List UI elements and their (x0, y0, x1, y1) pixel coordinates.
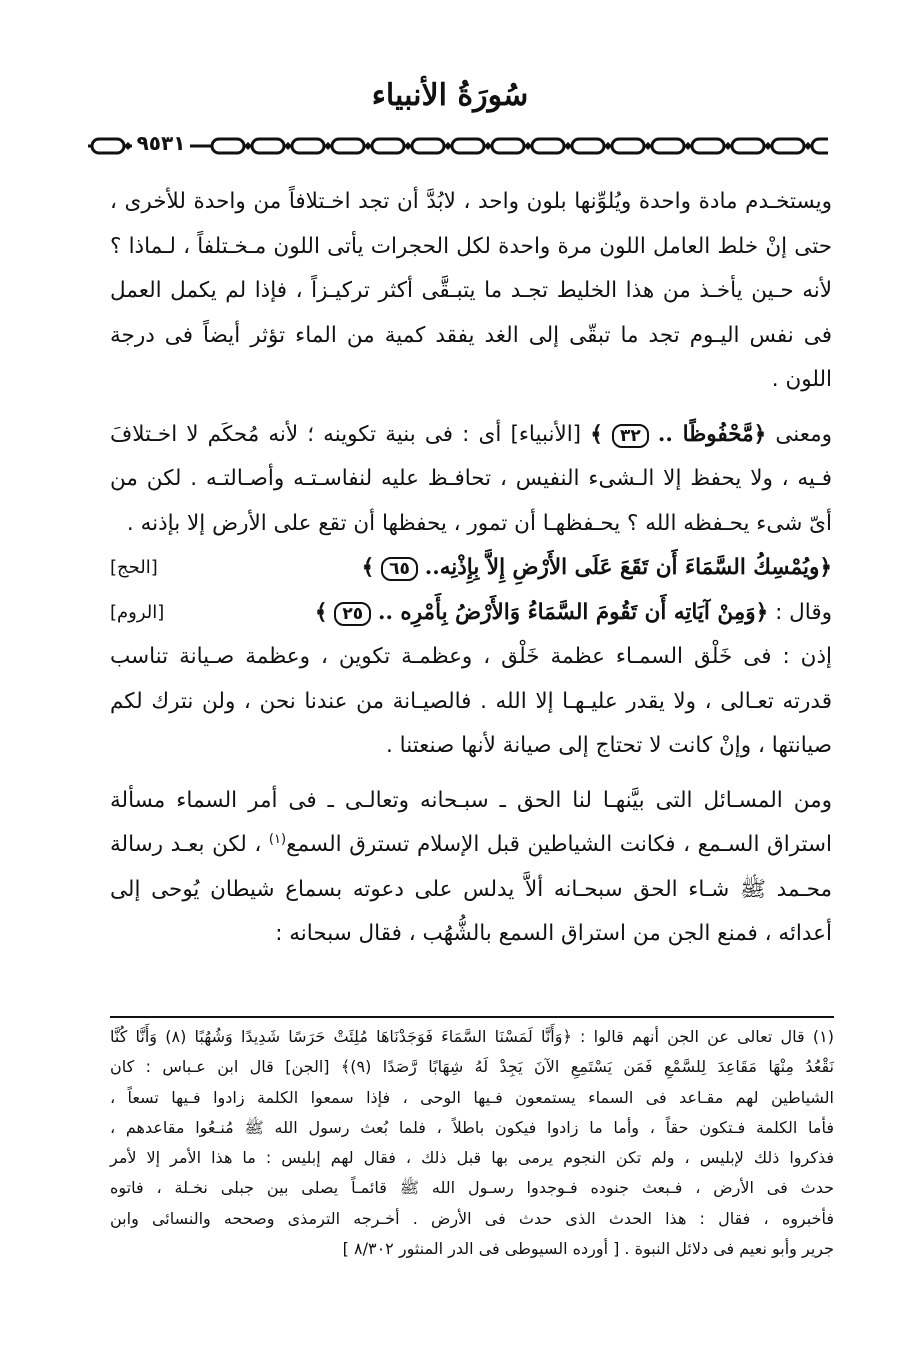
quran-verse-1 (110, 546, 832, 591)
paragraph-4-b: ، لكن بعـد رسالة محـمد ﷺ شـاء الحق سبحـانه ألاَّ يدلس على دعوته بسماع شيطان يُوحى إلى أعدائه ، فمنع الجن من استراق السمع بالشُّهُب ، فقال سبحانه : (110, 832, 832, 946)
ayah-number-marker: ٦٥ (381, 557, 418, 581)
quran-word: ﴿مَّحْفُوظًا .. (657, 421, 767, 447)
quran-close-bracket: ﴾ (314, 599, 328, 625)
footnote-marker: (١) (268, 831, 287, 847)
surah-reference: [الحج] (110, 557, 158, 578)
footnote-line: فذكروا ذلك لإبليس ، ولم تكن النجوم يرمى بها قبل ذلك ، فقال لهم إبليس : ما هذا الأمر إلا لأمر (110, 1148, 834, 1168)
quran-close-bracket: ﴾ (590, 421, 603, 447)
ayah-number-marker: ٣٢ (612, 424, 649, 448)
main-text (110, 180, 832, 957)
footnote-line: نَقْعُدُ مِنْهَا مَقَاعِدَ لِلسَّمْعِ فَمَن يَسْتَمِعِ الآنَ يَجِدْ لَهُ شِهَابًا رَّصَدًا (٩)﴾ [الجن] قال ابن عـباس : كان (110, 1057, 835, 1077)
footnote-line: (١) قال تعالى عن الجن أنهم قالوا : ﴿وَأَنَّا لَمَسْنَا السَّمَاءَ فَوَجَدْنَاهَا مُلِئَتْ حَرَسًا شَدِيدًا وَشُهُبًا (٨) وَأَنَّا كُنَّا (110, 1027, 835, 1046)
footnote-line: فأخبروه ، فقال : هذا الحدث الذى حدث فى الأرض . أخـرجه الترمذى وصححه والنسائى وابن (110, 1208, 834, 1228)
header-ornament-border (88, 135, 828, 157)
paragraph-2-intro: ومعنى (775, 421, 833, 447)
surah-title: سُورَةُ الأنبياء (371, 78, 529, 113)
footnote-line: فأما الكلمة فـتكون حقاً ، وأما ما زادوا فيكون باطلاً ، فلما بُعث رسول الله ﷺ مُنـعُوا مقاعدهم ، (110, 1117, 834, 1137)
paragraph-2 (110, 413, 832, 547)
paragraph-2-body: [الأنبياء] أى : فى بنية تكوينه ؛ لأنه مُحكَم لا اخـتلافَ فـيه ، ولا يحفظ إلا الـشىء النفيس ، تحافـظ عليه لنفاسـتـه وأصـالتـه . لكن من أىّ شىء يحـفظه الله ؟ يحـفظهـا أن تمور ، يحفظها أن تقع على الأرض إلا بإذنه . (110, 421, 832, 536)
paragraph-4 (110, 779, 832, 957)
paragraph-4-a: ومن المسـائل التى بيَّنهـا لنا الحق ـ سبـحانه وتعالـى ـ فى أمر السماء مسألة استراق السـمع ، فكانت الشياطين قبل الإسلام تسترق السمع (110, 787, 832, 857)
quran-verse-1-text: ﴿ويُمْسِكُ السَّمَاءَ أَن تَقَعَ عَلَى الأَرْضِ إِلاَّ بِإِذْنِه.. (424, 555, 832, 580)
footnote-separator (110, 1016, 834, 1018)
paragraph-3: إذن : فى خَلْق السمـاء عظمة خَلْق ، وعظمـة تكوين ، وعظمة صـيانة تناسب قدرته تعـالى ، ولا يقدر عليـهـا إلا الله . فالصيـانة من عندنا نحن ، ولن نترك لكم صيانتها ، وإنْ كانت لا تحتاج إلى صيانة لأنها صنعتنا . (110, 644, 832, 758)
verse-intro: وقال : (775, 599, 832, 625)
footnotes (110, 1022, 834, 1264)
page-number: ٩٥٣١ (132, 131, 190, 155)
surah-reference: [الروم] (110, 601, 165, 623)
footnote-line: حدث فى الأرض ، فـبعث جنوده فـوجدوا رسـول الله ﷺ قائمـاً يصلى بين جبلى نخـلة ، فاتوه (110, 1178, 834, 1198)
paragraph-1: ويستخـدم مادة واحدة ويُلوِّنها بلون واحد ، لابُدَّ أن تجد اخـتلافاً من واحدة للأخرى ، حتى إنْ خلط العامل اللون مرة واحدة لكل الحجرات يأتى اللون مـخـتلفاً ، لـماذا ؟ لأنه حـين يأخـذ من هذا الخليط تجـد ما يتبـقَّى أكثر تركيـزاً ، فإذا لم يكمل العمل فى نفس اليـوم تجد ما تبقّى إلى الغد يفقد كمية من الماء تؤثر أيضاً فى درجة اللون . (110, 189, 832, 392)
quran-verse-2 (110, 591, 832, 636)
quran-close-bracket: ﴾ (361, 555, 375, 580)
footnote-line: الشياطين لهم مقـاعد فى السماء يستمعون فـيها الوحى ، فإذا سمعوا الكلمة زادوا فـيها تسعاً ، (110, 1087, 834, 1107)
ayah-number-marker: ٢٥ (334, 602, 371, 626)
footnote-line: جرير وأبو نعيم فى دلائل النبوة . [ أورده السيوطى فى الدر المنثور ٨/٣٠٢ ] (342, 1239, 834, 1259)
quran-verse-2-text: ﴿وَمِنْ آيَاتِه أَن تَقُومَ السَّمَاءُ وَالأَرْضُ بِأَمْرِه .. (377, 599, 769, 625)
